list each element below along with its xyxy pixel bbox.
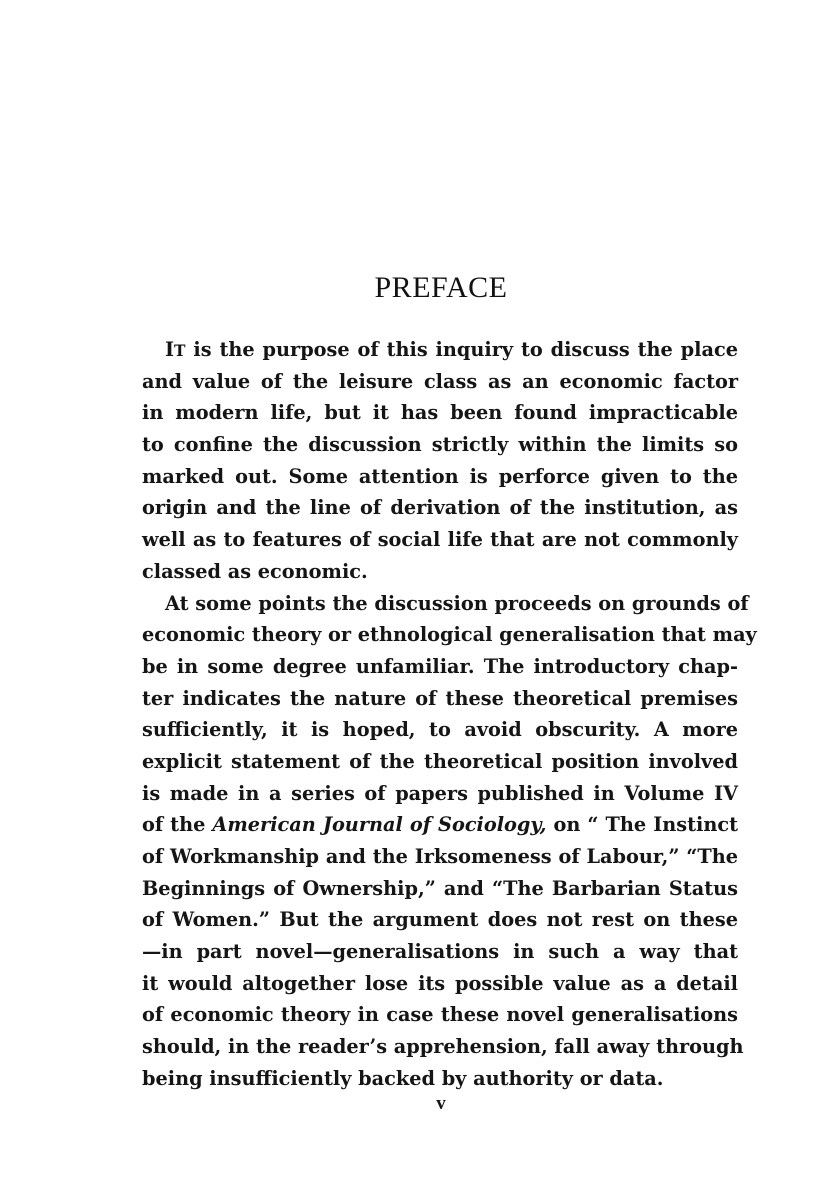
drop-word-smallcaps: T — [174, 342, 186, 360]
paragraph-2-line: ter indicates the nature of these theoretical premises — [142, 686, 738, 710]
paragraph-2-line: should, in the reader’s apprehension, fall away through — [142, 1035, 744, 1059]
paragraph-1-line: in modern life, but it has been found impracticable — [142, 401, 738, 425]
paragraph-1-line: well as to features of social life that are not commonly — [142, 528, 738, 552]
paragraph-2-line: of economic theory in case these novel generalisations — [142, 1003, 738, 1027]
paragraph-1-line: to confine the discussion strictly within the limits so — [142, 433, 738, 457]
page-number: v — [436, 1093, 446, 1114]
paragraph-2-last-line: being insufficiently backed by authority or data. — [142, 1066, 664, 1090]
paragraph-2-line: of Women.” But the argument does not rest on these — [142, 908, 738, 932]
paragraph-1-last-line: classed as economic. — [142, 559, 368, 583]
page-title: PREFACE — [374, 271, 508, 304]
paragraph-2-line: be in some degree unfamiliar. The introductory chap- — [142, 654, 738, 678]
paragraph-2-line: of Workmanship and the Irksomeness of Labour,” “The — [142, 845, 738, 868]
journal-title: American Journal of Sociology, — [212, 813, 547, 837]
paragraph-1-line: marked out. Some attention is perforce given to the — [142, 464, 738, 488]
paragraph-2-journal-line — [142, 809, 738, 841]
preface-body — [142, 334, 757, 1095]
paragraph-2-line: explicit statement of the theoretical position involved — [142, 749, 738, 773]
paragraph-2-line: is made in a series of papers published in Volume IV — [142, 781, 738, 805]
journal-prefix: of the — [142, 813, 213, 837]
paragraph-2-line: At some points the discussion proceeds on grounds of — [165, 591, 749, 615]
paragraph-1-line-1-rest: is the purpose of this inquiry to discuss the place — [185, 338, 738, 361]
paragraph-1-line: and value of the leisure class as an economic factor — [142, 369, 738, 393]
paragraph-2-line: Beginnings of Ownership,” and “The Barbarian Status — [142, 876, 738, 900]
paragraph-2-line: sufficiently, it is hoped, to avoid obscurity. A more — [142, 718, 738, 742]
journal-suffix: on “ The Instinct — [546, 813, 738, 837]
paragraph-1-line: origin and the line of derivation of the institution, as — [142, 496, 738, 520]
drop-word-initial: I — [165, 338, 175, 361]
paragraph-1-line-1 — [142, 334, 738, 366]
paragraph-2-line: it would altogether lose its possible value as a detail — [142, 971, 738, 995]
paragraph-2-line: economic theory or ethnological generalisation that may — [142, 623, 757, 647]
paragraph-2-line: —in part novel—generalisations in such a way that — [142, 940, 738, 964]
